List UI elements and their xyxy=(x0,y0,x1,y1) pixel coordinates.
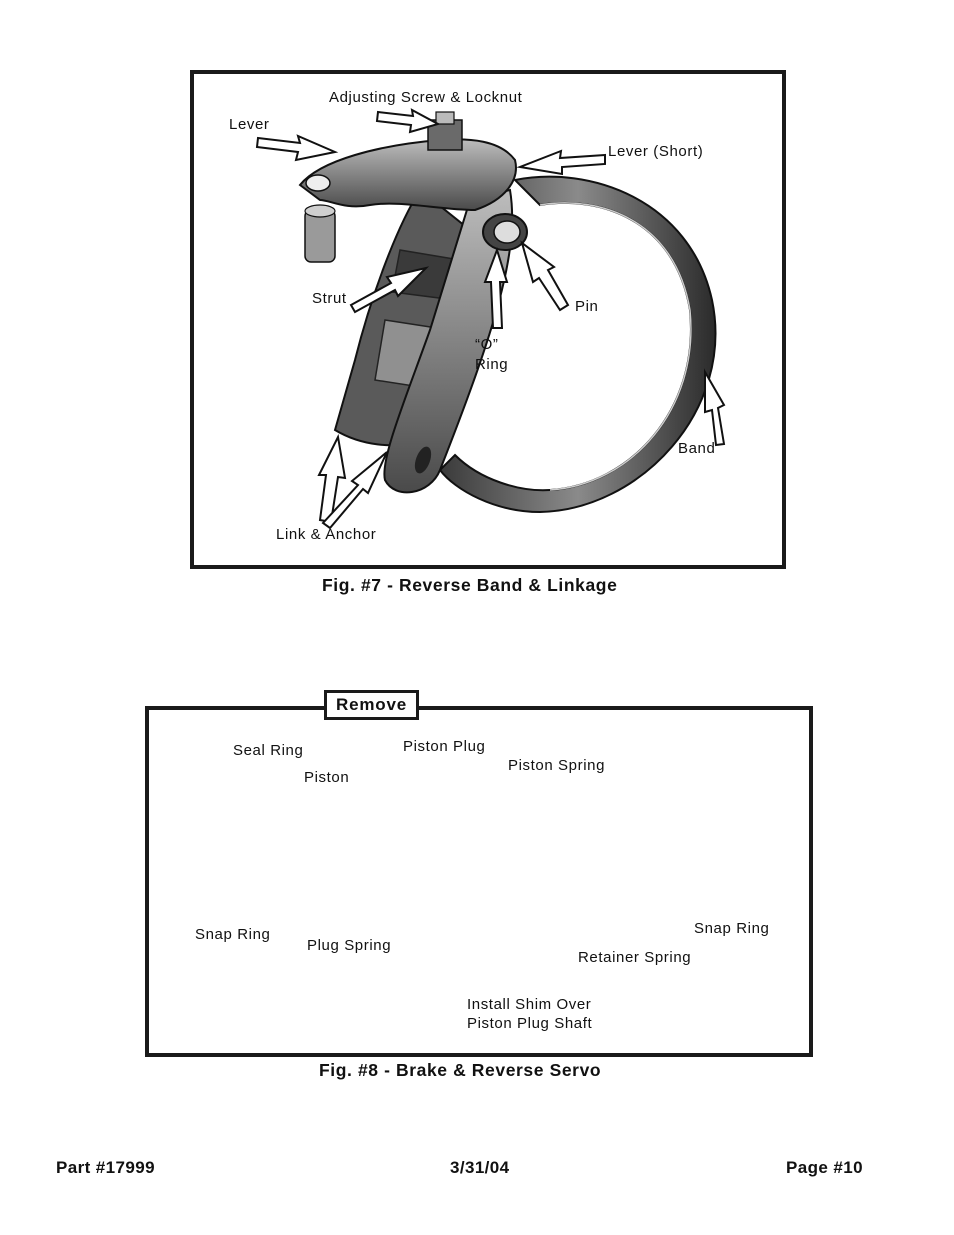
label-strut: Strut xyxy=(312,290,347,307)
label-retainer-spring: Retainer Spring xyxy=(578,949,692,966)
label-snap-ring-left: Snap Ring xyxy=(195,926,271,943)
label-piston-spring: Piston Spring xyxy=(508,757,606,774)
label-lever-short: Lever (Short) xyxy=(608,143,704,160)
footer-page-number: Page #10 xyxy=(786,1158,863,1177)
figure-7-caption: Fig. #7 - Reverse Band & Linkage xyxy=(322,575,618,595)
footer-date: 3/31/04 xyxy=(450,1158,510,1177)
label-piston-plug: Piston Plug xyxy=(403,738,486,755)
label-plug-spring: Plug Spring xyxy=(307,937,392,954)
arrow-pin xyxy=(522,243,568,310)
label-o-ring: “O” Ring xyxy=(475,336,509,373)
label-pin: Pin xyxy=(575,298,599,315)
footer-part-number: Part #17999 xyxy=(56,1158,155,1177)
arrow-band xyxy=(705,372,724,445)
label-piston: Piston xyxy=(304,769,350,786)
label-lever: Lever xyxy=(229,116,270,133)
label-snap-ring-right: Snap Ring xyxy=(694,920,770,937)
label-link-anchor: Link & Anchor xyxy=(276,526,377,543)
pin-illustration xyxy=(483,214,527,250)
adjusting-screw-illustration xyxy=(428,112,462,150)
figure-8-caption: Fig. #8 - Brake & Reverse Servo xyxy=(319,1060,602,1080)
remove-callout xyxy=(324,690,419,720)
label-band: Band xyxy=(678,440,716,457)
remove-label: Remove xyxy=(336,695,407,714)
label-seal-ring: Seal Ring xyxy=(233,742,304,759)
arrow-lever-short xyxy=(520,151,605,174)
label-install-shim: Install Shim Over Piston Plug Shaft xyxy=(467,996,593,1032)
label-adjusting-screw-locknut: Adjusting Screw & Locknut xyxy=(329,89,523,106)
arrow-lever xyxy=(257,136,335,160)
